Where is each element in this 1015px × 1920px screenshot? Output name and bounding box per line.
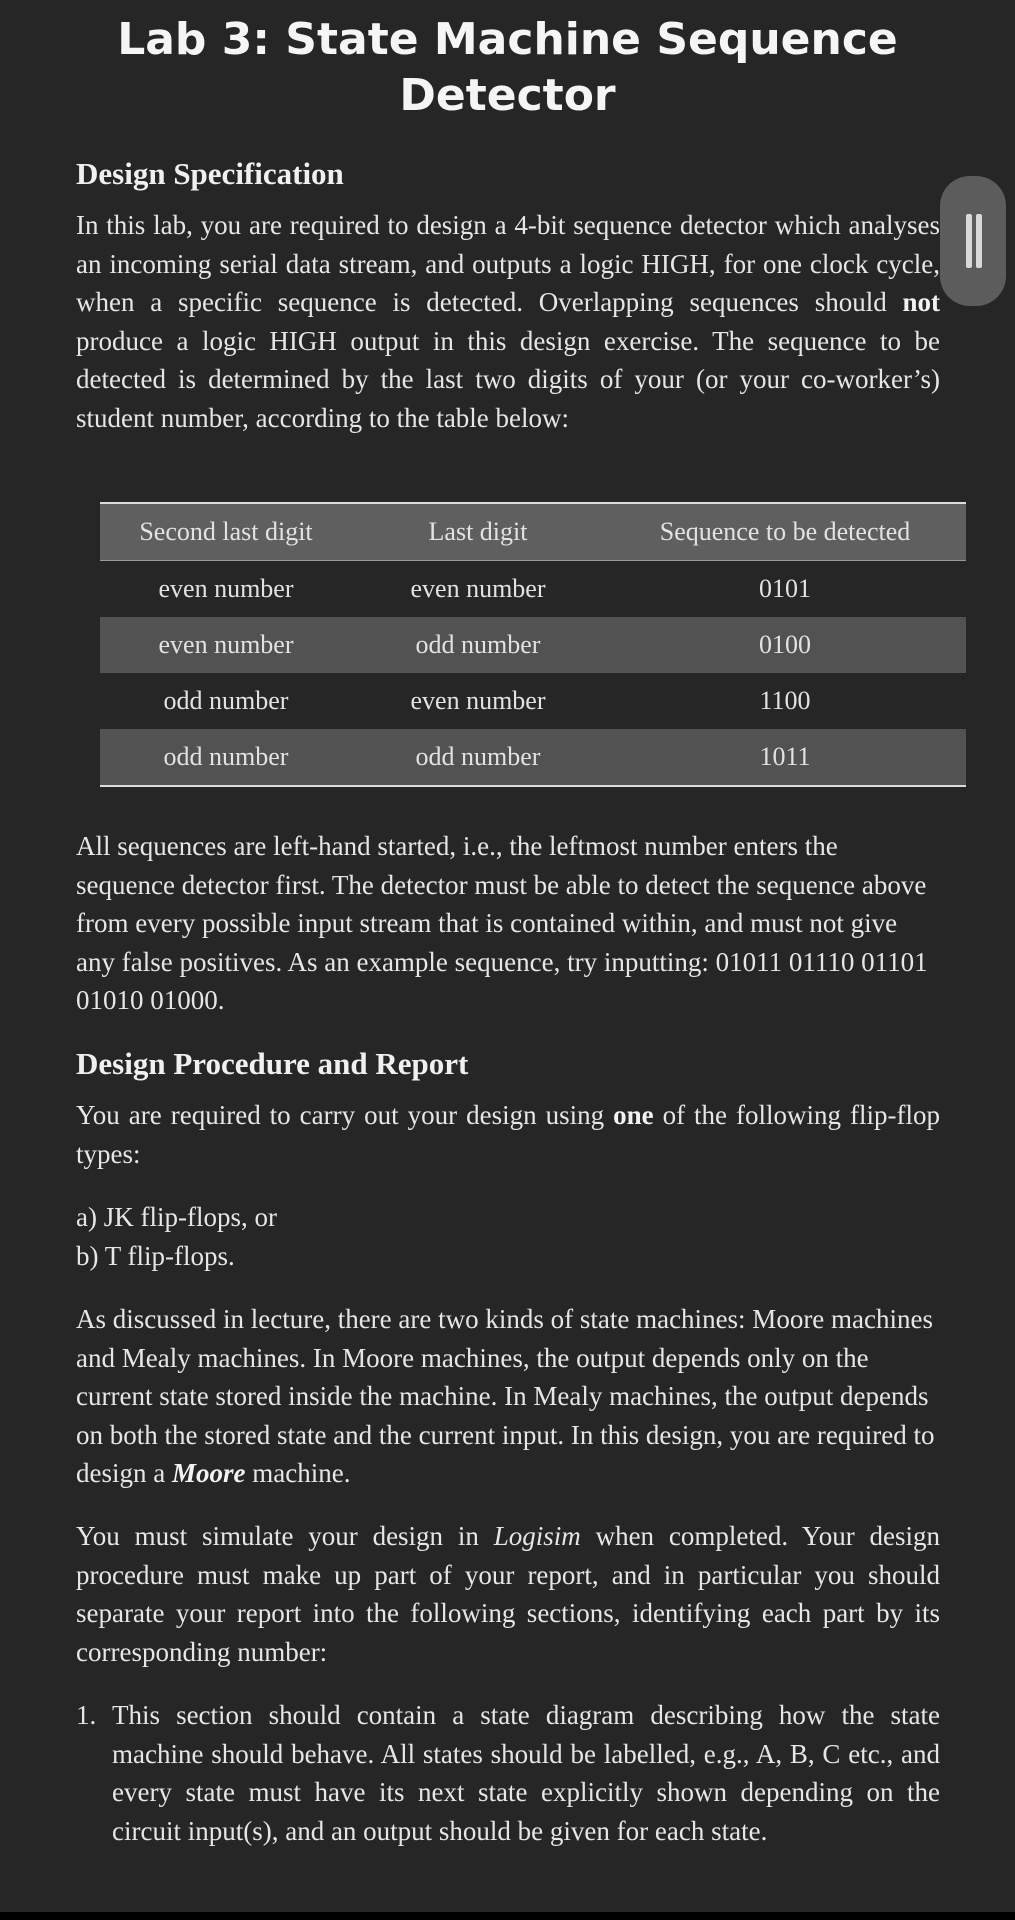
- list-item: [76, 1696, 940, 1891]
- list-item: b) T flip-flops.: [76, 1241, 235, 1271]
- table-header-cell: Second last digit: [139, 517, 313, 546]
- list-item-text: This section should contain a state diagram describing how the state machine should behave. All states should be labelled, e.g., A, B, C etc., and every state must have its next state explicitly shown depending on the circuit input(s), and an output should be given for each state.: [112, 1700, 940, 1846]
- table-row: [100, 729, 966, 785]
- table-header-row: [100, 504, 966, 561]
- design-specification-paragraph: In this lab, you are required to design a 4-bit sequence detector which analyses an incoming serial data stream, and outputs a logic HIGH, for one clock cycle, when a specific sequence is detected. Overlapping sequences should not produce a logic HIGH output in this design exercise. The sequence to be detected is determined by the last two digits of your (or your co-worker’s) student number, according to the table below:: [76, 210, 940, 433]
- table-header-cell: Last digit: [428, 517, 528, 546]
- table-cell: even number: [158, 574, 294, 603]
- sequences-paragraph: All sequences are left-hand started, i.e., the leftmost number enters the sequence detector first. The detector must be able to detect the sequence above from every possible input stream that is contained within, and must not give any false positives. As an example sequence, try inputting: 01011 01110 01101 01010 01000.: [76, 831, 928, 1015]
- list-item-number: 1.: [76, 1700, 97, 1730]
- sequence-table: [100, 502, 966, 787]
- design-procedure-paragraph: You are required to carry out your design using one of the following flip-flop types:: [76, 1100, 940, 1169]
- grip-line-icon: [976, 214, 982, 268]
- page-title-line2: Detector: [399, 70, 616, 121]
- simulate-paragraph: You must simulate your design in Logisim when completed. Your design procedure must make up part of your report, and in particular you should separate your report into the following sections, identifying each part by its corresponding number:: [76, 1521, 941, 1667]
- table-row: [100, 561, 966, 617]
- section-heading-design-specification: Design Specification: [76, 156, 344, 191]
- table-cell: odd number: [163, 742, 289, 771]
- table-header-cell: Sequence to be detected: [659, 517, 911, 546]
- section-heading-design-procedure: Design Procedure and Report: [76, 1046, 469, 1081]
- table-cell: odd number: [415, 742, 541, 771]
- table-cell: 0100: [759, 630, 811, 659]
- table-cell: odd number: [415, 630, 541, 659]
- page-title-line1: Lab 3: State Machine Sequence: [117, 14, 898, 65]
- table-cell: 0101: [759, 574, 811, 603]
- table-cell: even number: [410, 686, 546, 715]
- grip-line-icon: [966, 214, 972, 268]
- bottom-edge: [0, 1912, 1015, 1920]
- table-cell: 1100: [759, 686, 811, 715]
- table-row: [100, 673, 966, 729]
- state-machines-paragraph: As discussed in lecture, there are two kinds of state machines: Moore machines and Mealy machines. In Moore machines, the output depends only on the current state stored inside the machine. In Mealy machines, the output depends on both the stored state and the current input. In this design, you are required to design a Moore machine.: [76, 1304, 935, 1488]
- table-cell: even number: [410, 574, 546, 603]
- list-item: a) JK flip-flops, or: [76, 1202, 277, 1232]
- table-cell: odd number: [163, 686, 289, 715]
- scroll-handle-icon[interactable]: [940, 176, 1006, 306]
- table-cell: 1011: [759, 742, 811, 771]
- table-cell: even number: [158, 630, 294, 659]
- table-row: [100, 617, 966, 673]
